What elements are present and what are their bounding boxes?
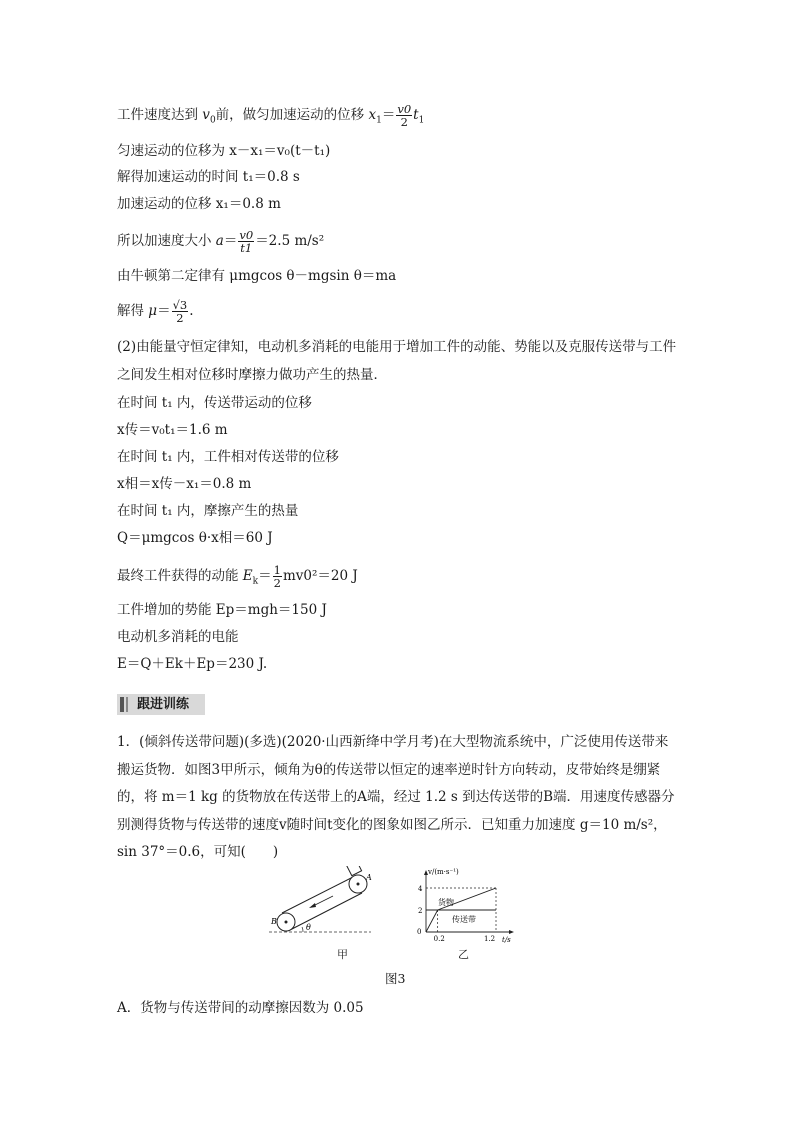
legend-belt: 传送带	[452, 915, 476, 924]
legend-cargo: 货物	[438, 898, 454, 907]
solution-line-1	[117, 103, 424, 130]
solution-line-6: 由牛顿第二定律有 μmgcos θ－mgsin θ＝ma	[117, 268, 397, 284]
fraction	[172, 299, 189, 324]
y-axis-label: v/(m·s⁻¹)	[428, 868, 459, 876]
tick-label-1-2: 1.2	[484, 935, 496, 943]
numerator: v0	[397, 102, 412, 116]
chart-marks	[417, 885, 496, 943]
var-a: a	[215, 233, 224, 249]
equals: ＝	[157, 303, 171, 319]
x-axis-arrow	[509, 930, 514, 934]
solution-line-19: E＝Q＋Ek＋Ep＝230 J.	[117, 656, 268, 672]
solution-line-18: 电动机多消耗的电能	[117, 629, 239, 645]
vt-chart	[408, 866, 518, 946]
var-mu: μ	[148, 303, 158, 319]
denominator: 2	[400, 115, 408, 129]
solution-line-15: Q＝μmgcos θ·x相＝60 J	[117, 530, 273, 546]
equals: ＝	[381, 107, 396, 123]
numerator: √3	[172, 298, 188, 312]
motion-arrowhead	[309, 903, 316, 908]
text: ＝2.5 m/s²	[255, 233, 325, 249]
tag-marker	[120, 697, 124, 712]
incline-diagram	[265, 866, 385, 946]
figure-caption: 图3	[385, 971, 406, 986]
text: 最终工件获得的动能	[117, 568, 239, 584]
solution-line-17: 工件增加的势能 Ep＝mgh＝150 J	[117, 602, 327, 618]
text: 前，做匀加速运动的位移	[215, 107, 365, 123]
pulley-a-center	[357, 883, 360, 886]
solution-line-12: 在时间 t₁ 内，工件相对传送带的位移	[117, 449, 339, 465]
solution-line-7	[117, 299, 194, 324]
sub: k	[252, 576, 259, 587]
text: .	[189, 303, 194, 319]
question-text: 1．(倾斜传送带问题)(多选)(2020·山西新绛中学月考)在大型物流系统中，广泛使用传送带来搬运货物．如图3甲所示，倾角为θ的传送带以恒定的速率逆时针方向转动，皮带始终是绷紧的，将 m＝1 kg 的货物放在传送带上的A端，经过 1.2 s 到达传送带的B端．用速度传感器分别测得货物与传送带的速度v随时间t变化的图象如图乙所示．已知重力加速度 g＝10 m/s²，sin 37°＝0.6，可知( )	[117, 734, 675, 860]
solution-line-14: 在时间 t₁ 内，摩擦产生的热量	[117, 503, 299, 519]
sub: 1	[376, 115, 382, 126]
solution-line-3: 解得加速运动的时间 t₁＝0.8 s	[117, 169, 300, 185]
fraction	[238, 229, 254, 254]
pulley-b-center	[285, 921, 288, 924]
solution-line-4: 加速运动的位移 x₁＝0.8 m	[117, 196, 281, 212]
var-x: x	[368, 107, 377, 123]
belt-top	[282, 875, 357, 913]
x-axis-label: t/s	[502, 936, 511, 944]
numerator: v0	[239, 228, 254, 242]
point-b-label: B	[271, 917, 277, 926]
denominator: 2	[176, 311, 184, 325]
fraction	[396, 103, 412, 128]
figure-right-label: 乙	[458, 948, 469, 961]
text: 所以加速度大小	[117, 233, 212, 249]
sub: 1	[418, 115, 425, 126]
equals: ＝	[223, 233, 238, 249]
denominator: 2	[273, 576, 281, 590]
solution-line-13: x相＝x传－x₁＝0.8 m	[117, 476, 252, 492]
solution-line-16	[117, 564, 358, 591]
solution-line-5	[117, 229, 324, 254]
option-a: A．货物与传送带间的动摩擦因数为 0.05	[117, 1000, 364, 1016]
angle-arc	[302, 927, 303, 932]
text: 解得	[117, 303, 144, 319]
tick-label-0-2: 0.2	[433, 935, 445, 943]
tick-label-y2: 2	[418, 907, 423, 915]
angle-label: θ	[306, 923, 311, 932]
belt-bottom	[290, 893, 362, 930]
var-v: v	[202, 107, 210, 123]
section-tag	[117, 694, 205, 715]
fraction	[273, 564, 282, 589]
solution-paragraph-2: (2)由能量守恒定律知，电动机多消耗的电能用于增加工件的动能、势能以及克服传送带与工件之间发生相对位移时摩擦力做功产生的热量．	[117, 339, 677, 383]
solution-line-10: 在时间 t₁ 内，传送带运动的位移	[117, 395, 312, 411]
tick-label-0: 0	[417, 928, 422, 936]
text: mv0²＝20 J	[282, 568, 358, 584]
solution-line-11: x传＝v₀t₁＝1.6 m	[117, 422, 228, 438]
section-tag-label: 跟进训练	[137, 697, 190, 712]
solution-line-2: 匀速运动的位移为 x－x₁＝v₀(t－t₁)	[117, 143, 331, 159]
point-a-label: A	[366, 873, 372, 882]
var-t: t	[413, 107, 419, 123]
tag-marker-thin	[126, 697, 128, 712]
cargo-box	[347, 866, 362, 876]
denominator: t1	[240, 241, 253, 255]
sub: 0	[209, 115, 216, 126]
numerator: 1	[273, 563, 281, 577]
equals: ＝	[258, 568, 272, 584]
tick-label-y4: 4	[418, 885, 423, 893]
figure-left-label: 甲	[337, 948, 348, 961]
text: 工件速度达到	[117, 107, 198, 123]
var-e: E	[242, 568, 253, 584]
